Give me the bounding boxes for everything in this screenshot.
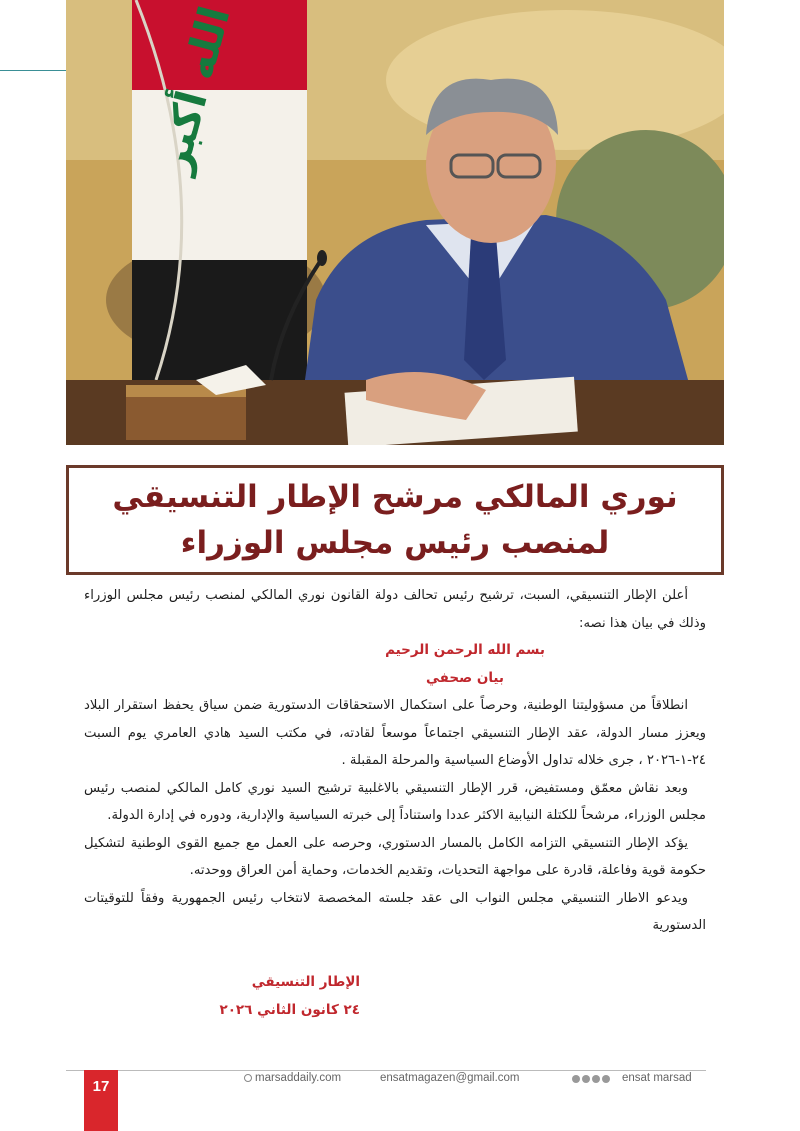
flag-script: الله أكبر	[148, 1, 240, 178]
paragraph-4: ويدعو الاطار التنسيقي مجلس النواب الى عقد جلسته المخصصة لانتخاب رئيس الجمهورية وفقاً للتوقيتات الدستورية	[84, 890, 706, 933]
footer-brand: ensat marsad	[622, 1072, 692, 1084]
article-body	[84, 582, 706, 940]
statement-title: بيان صحفي	[425, 669, 505, 686]
footer-divider	[66, 1070, 706, 1071]
twitter-icon[interactable]	[582, 1075, 590, 1083]
social-icons	[572, 1075, 610, 1083]
youtube-icon[interactable]	[602, 1075, 610, 1083]
globe-icon	[244, 1074, 252, 1082]
paragraph-1: انطلاقاً من مسؤوليتنا الوطنية، وحرصاً على استكمال الاستحقاقات الدستورية ضمن سياق يحفظ استقرار البلاد ويعزز مسار الدولة، عقد الإطار التنسيقي اجتماعاً موسعاً لقادته، في مكتب السيد هادي العامري يوم السبت ٢٤-١-٢٠٢٦ ، جرى خلاله تداول الأوضاع السياسية والمرحلة المقبلة .	[84, 698, 706, 768]
instagram-icon[interactable]	[592, 1075, 600, 1083]
basmala: بسم الله الرحمن الرحيم	[385, 642, 545, 658]
website-text: marsaddaily.com	[255, 1072, 342, 1084]
signature-block	[150, 968, 360, 1024]
signature-org: الإطار التنسيقي	[251, 974, 360, 990]
footer-website[interactable]	[244, 1072, 341, 1084]
article-photo	[66, 0, 724, 445]
headline-box	[66, 465, 724, 575]
facebook-icon[interactable]	[572, 1075, 580, 1083]
footer-email[interactable]: ensatmagazen@gmail.com	[380, 1072, 520, 1084]
paragraph-2: وبعد نقاش معمّق ومستفيض، قرر الإطار التنسيقي بالاغلبية ترشيح السيد نوري كامل المالكي لمنصب رئيس مجلس الوزراء، مرشحاً للكتلة النيابية الاكثر عددا واستناداً إلى خبرته السياسية والإدارية، ودوره في إدارة الدولة.	[84, 780, 706, 823]
signature-date: ٢٤ كانون الثاني ٢٠٢٦	[219, 1002, 360, 1018]
headline-title: نوري المالكي مرشح الإطار التنسيقي لمنصب رئيس مجلس الوزراء	[112, 479, 678, 561]
paragraph-3: يؤكد الإطار التنسيقي التزامه الكامل بالمسار الدستوري، وحرصه على العمل مع جميع القوى الوطنية لتشكيل حكومة قوية وفاعلة، قادرة على مواجهة التحديات، وتقديم الخدمات، وحماية أمن العراق ووحدته.	[84, 835, 706, 878]
photo-illustration	[66, 0, 724, 445]
top-accent-rule	[0, 70, 66, 71]
intro-paragraph: أعلن الإطار التنسيقي، السبت، ترشيح رئيس تحالف دولة القانون نوري المالكي لمنصب رئيس مجلس الوزراء وذلك في بيان هذا نصه:	[84, 588, 706, 631]
page-number: 17	[84, 1070, 118, 1131]
